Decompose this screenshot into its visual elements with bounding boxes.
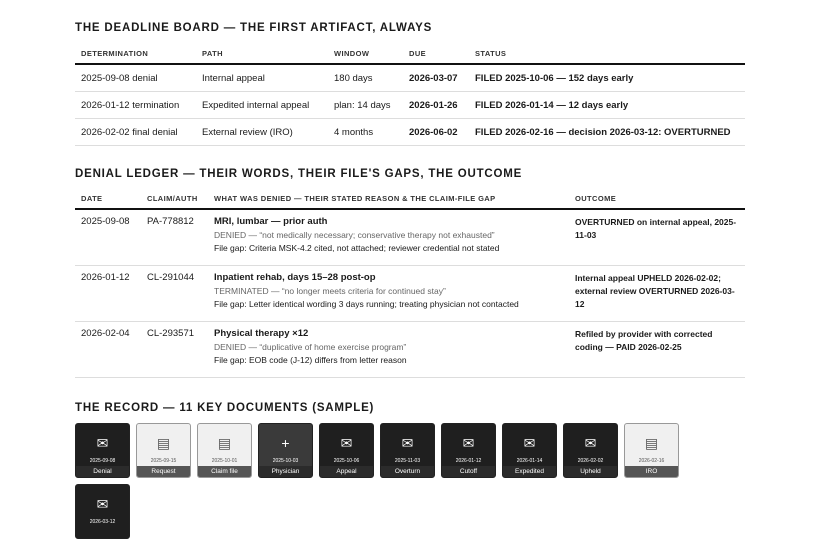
envelope-icon: ✉ xyxy=(401,435,414,451)
document-label: Overturn xyxy=(381,466,434,477)
denied-item: Physical therapy ×12 xyxy=(214,328,309,339)
document-date: 2026-02-02 xyxy=(577,458,604,464)
table-row xyxy=(75,209,745,266)
document-tile[interactable] xyxy=(502,423,557,478)
cell: 4 months xyxy=(328,119,403,146)
envelope-icon: ✉ xyxy=(96,496,109,512)
document-icon: ▤ xyxy=(217,435,232,451)
col-determination: DETERMINATION xyxy=(75,44,196,64)
document-tile[interactable] xyxy=(563,423,618,478)
document-tile[interactable] xyxy=(624,423,679,478)
document-date: 2026-01-12 xyxy=(455,458,482,464)
document-tile[interactable] xyxy=(75,484,130,539)
document-label: Appeal xyxy=(320,466,373,477)
col-due: DUE xyxy=(403,44,469,64)
envelope-icon: ✉ xyxy=(462,435,475,451)
file-gap: File gap: EOB code (J-12) differs from letter reason xyxy=(214,355,407,365)
table-row xyxy=(75,266,745,322)
document-date: 2025-10-06 xyxy=(333,458,360,464)
document-label: Upheld xyxy=(564,466,617,477)
document-label: Claim file xyxy=(198,466,251,477)
cell: 2025-09-08 denial xyxy=(75,64,196,92)
document-date: 2026-02-16 xyxy=(638,458,665,464)
cell: plan: 14 days xyxy=(328,92,403,119)
cell: 2026-02-02 final denial xyxy=(75,119,196,146)
document-tile[interactable] xyxy=(197,423,252,478)
cell: 180 days xyxy=(328,64,403,92)
col-path: PATH xyxy=(196,44,328,64)
document-tile[interactable] xyxy=(441,423,496,478)
document-date: 2025-10-03 xyxy=(272,458,299,464)
document-tile[interactable] xyxy=(319,423,374,478)
document-date: 2026-03-12 xyxy=(89,519,116,525)
document-date: 2025-10-01 xyxy=(211,458,238,464)
denied-reason: DENIED — “duplicative of home exercise program” xyxy=(214,342,407,352)
status: FILED 2025-10-06 — 152 days early xyxy=(469,64,745,92)
due-date: 2026-03-07 xyxy=(403,64,469,92)
denied-reason: DENIED — “not medically necessary; conservative therapy not exhausted” xyxy=(214,230,495,240)
claim-cell: CL-291044 xyxy=(141,266,208,322)
document-icon: ▤ xyxy=(644,435,659,451)
table-row xyxy=(75,119,745,146)
col-status: STATUS xyxy=(469,44,745,64)
document-label: Physician xyxy=(259,466,312,477)
date-cell: 2026-02-04 xyxy=(75,322,141,378)
table-row xyxy=(75,322,745,378)
due-date: 2026-01-26 xyxy=(403,92,469,119)
envelope-icon: ✉ xyxy=(523,435,536,451)
col-outcome: OUTCOME xyxy=(569,189,745,209)
document-date: 2026-01-14 xyxy=(516,458,543,464)
envelope-icon: ✉ xyxy=(340,435,353,451)
document-tile[interactable] xyxy=(75,423,130,478)
col-date: DATE xyxy=(75,189,141,209)
claim-cell: PA-778812 xyxy=(141,209,208,266)
denied-cell xyxy=(208,209,569,266)
file-gap: File gap: Letter identical wording 3 days running; treating physician not contacted xyxy=(214,299,519,309)
due-date: 2026-06-02 xyxy=(403,119,469,146)
status: FILED 2026-02-16 — decision 2026-03-12: OVERTURNED xyxy=(469,119,745,146)
status: FILED 2026-01-14 — 12 days early xyxy=(469,92,745,119)
denied-item: MRI, lumbar — prior auth xyxy=(214,216,328,227)
outcome-cell: OVERTURNED on internal appeal, 2025-11-03 xyxy=(569,209,745,266)
denied-item: Inpatient rehab, days 15–28 post-op xyxy=(214,272,376,283)
outcome-cell: Refiled by provider with corrected coding — PAID 2026-02-25 xyxy=(569,322,745,378)
envelope-icon: ✉ xyxy=(96,435,109,451)
ledger-header-row xyxy=(75,189,745,209)
file-gap: File gap: Criteria MSK-4.2 cited, not attached; reviewer credential not stated xyxy=(214,243,500,253)
document-date: 2025-09-15 xyxy=(150,458,177,464)
col-window: WINDOW xyxy=(328,44,403,64)
ledger-table xyxy=(75,189,745,378)
date-cell: 2025-09-08 xyxy=(75,209,141,266)
document-tile[interactable] xyxy=(258,423,313,478)
table-row xyxy=(75,92,745,119)
denied-cell xyxy=(208,266,569,322)
document-label: Denial xyxy=(76,466,129,477)
outcome-cell: Internal appeal UPHELD 2026-02-02; external review OVERTURNED 2026-03-12 xyxy=(569,266,745,322)
cell: Internal appeal xyxy=(196,64,328,92)
date-cell: 2026-01-12 xyxy=(75,266,141,322)
denied-reason: TERMINATED — “no longer meets criteria for continued stay” xyxy=(214,286,446,296)
cell: External review (IRO) xyxy=(196,119,328,146)
deadline-board-title: THE DEADLINE BOARD — THE FIRST ARTIFACT, ALWAYS xyxy=(75,22,433,34)
document-date: 2025-09-08 xyxy=(89,458,116,464)
document-label: Cutoff xyxy=(442,466,495,477)
document-label: Request xyxy=(137,466,190,477)
table-row xyxy=(75,64,745,92)
document-date: 2025-11-03 xyxy=(394,458,421,464)
envelope-icon: ✉ xyxy=(584,435,597,451)
document-label: IRO xyxy=(625,466,678,477)
document-label: Expedited xyxy=(503,466,556,477)
document-grid xyxy=(75,423,695,539)
col-denied: WHAT WAS DENIED — THEIR STATED REASON & THE CLAIM-FILE GAP xyxy=(208,189,569,209)
plus-icon: + xyxy=(281,435,290,451)
deadline-header-row xyxy=(75,44,745,64)
denied-cell xyxy=(208,322,569,378)
document-tile[interactable] xyxy=(136,423,191,478)
claim-cell: CL-293571 xyxy=(141,322,208,378)
col-claim: CLAIM/AUTH xyxy=(141,189,208,209)
denial-ledger-title: DENIAL LEDGER — THEIR WORDS, THEIR FILE'S GAPS, THE OUTCOME xyxy=(75,168,523,180)
document-tile[interactable] xyxy=(380,423,435,478)
cell: 2026-01-12 termination xyxy=(75,92,196,119)
record-title: THE RECORD — 11 KEY DOCUMENTS (SAMPLE) xyxy=(75,402,375,414)
document-icon: ▤ xyxy=(156,435,171,451)
cell: Expedited internal appeal xyxy=(196,92,328,119)
deadline-table xyxy=(75,44,745,146)
